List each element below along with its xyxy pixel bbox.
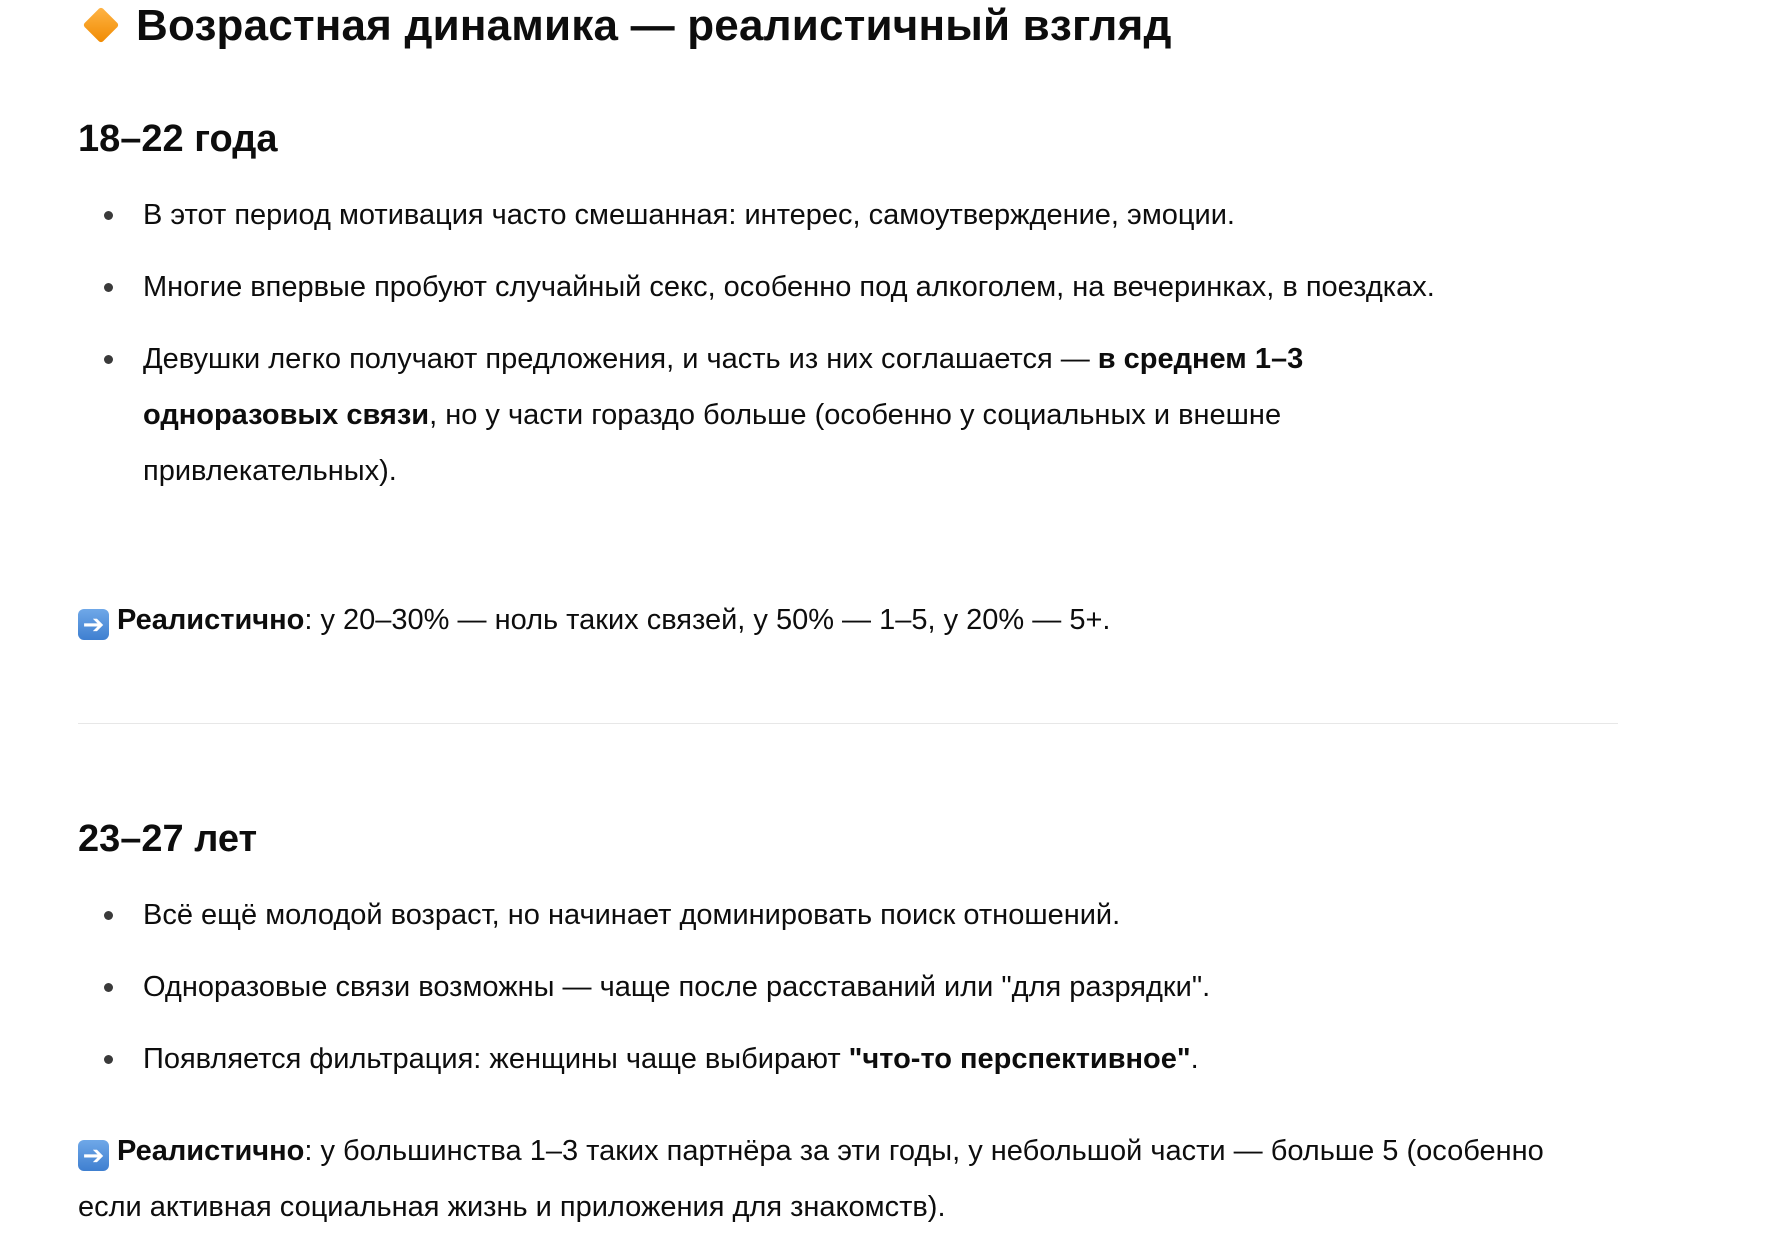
page-title-text: Возрастная динамика — реалистичный взгляд [136, 1, 1172, 50]
list-item-text: Многие впервые пробуют случайный секс, особенно под алкоголем, на вечеринках, в поездках. [143, 271, 1435, 303]
list-item [78, 187, 1478, 243]
bullet-list-23-27 [78, 887, 1478, 1103]
list-item-text: В этот период мотивация часто смешанная: интерес, самоутверждение, эмоции. [143, 199, 1235, 231]
bullet-list-18-22 [78, 187, 1478, 515]
summary-label: Реалистично [117, 1135, 305, 1167]
list-item-text: Девушки легко получают предложения, и часть из них соглашается — [143, 343, 1098, 375]
page-title [78, 0, 1172, 52]
orange-diamond-icon [83, 7, 120, 44]
list-item-text: Появляется фильтрация: женщины чаще выбирают [143, 1043, 849, 1075]
list-item [78, 331, 1478, 499]
summary-label: Реалистично [117, 604, 305, 636]
right-arrow-icon: ➔ [78, 609, 109, 640]
list-item-text-tail: . [1190, 1043, 1199, 1075]
list-item-text: Всё ещё молодой возраст, но начинает доминировать поиск отношений. [143, 899, 1121, 931]
list-item-text: Одноразовые связи возможны — чаще после расставаний или "для разрядки". [143, 971, 1211, 1003]
list-item [78, 259, 1478, 315]
summary-23-27 [78, 1123, 1578, 1235]
summary-text: : у большинства 1–3 таких партнёра за эти годы, у небольшой части — больше 5 (особенно если активная социальная жизнь и приложения для знакомств). [78, 1135, 1544, 1223]
list-item-bold-text: "что-то перспективное" [848, 1043, 1191, 1075]
section-heading-23-27: 23–27 лет [78, 818, 258, 860]
list-item [78, 959, 1478, 1015]
list-item-bold-text: в среднем 1–3 одноразовых связи [143, 343, 1304, 431]
right-arrow-icon: ➔ [78, 1140, 109, 1171]
list-item [78, 887, 1478, 943]
summary-text: : у 20–30% — ноль таких связей, у 50% — 1–5, у 20% — 5+. [304, 604, 1111, 636]
list-item-text-tail: , но у части гораздо больше (особенно у социальных и внешне привлекательных). [143, 399, 1282, 487]
section-heading-18-22: 18–22 года [78, 118, 278, 160]
section-divider [78, 723, 1618, 724]
list-item [78, 1031, 1478, 1087]
summary-18-22 [78, 592, 1578, 648]
